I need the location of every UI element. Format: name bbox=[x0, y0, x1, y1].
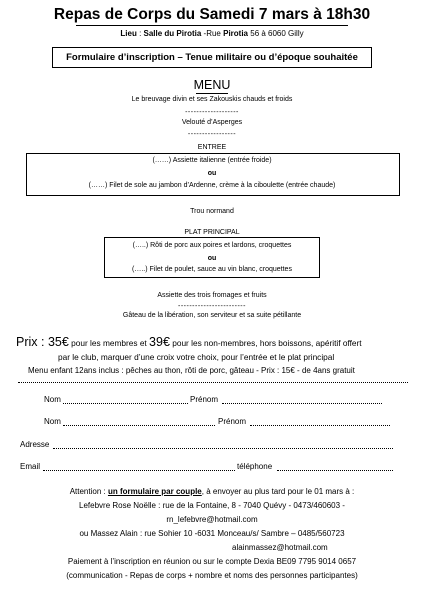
prenom-label-2: Prénom bbox=[218, 417, 247, 426]
main-course-heading: PLAT PRINCIPAL bbox=[184, 229, 240, 236]
dessert-text: Gâteau de la libération, son serviteur et sa suite pétillante bbox=[122, 312, 302, 319]
child-menu-text: Menu enfant 12ans inclus : pêches au thon, rôti de porc, gâteau - Prix : 15€ - de 4ans gratuit bbox=[28, 366, 355, 375]
divider-3: ------------------------ bbox=[178, 303, 246, 310]
nonmembers-price: 39€ bbox=[149, 335, 170, 349]
email-field[interactable] bbox=[43, 470, 235, 471]
price-label: Prix : bbox=[16, 335, 48, 349]
menu-heading-underline bbox=[196, 93, 228, 94]
divider-1: ------------------- bbox=[185, 109, 239, 116]
form-subtitle: Formulaire d’inscription – Tenue militaire ou d’époque souhaitée bbox=[66, 52, 358, 63]
main-option-pork[interactable]: (…..) Rôti de porc aux poires et lardons, croquettes bbox=[132, 242, 292, 249]
menu-heading: MENU bbox=[193, 78, 231, 92]
payment-info: Paiement à l’inscription en réunion ou sur le compte Dexia BE09 7795 9014 0657 bbox=[67, 557, 357, 566]
venue-address-rest: 56 à 6060 Gilly bbox=[248, 29, 304, 38]
prenom-label-1: Prénom bbox=[190, 395, 219, 404]
email-lefebvre[interactable]: rn_lefebvre@hotmail.com bbox=[166, 515, 258, 524]
telephone-field[interactable] bbox=[277, 470, 393, 471]
venue-street-name: Pirotia bbox=[223, 29, 249, 38]
price-line bbox=[16, 336, 362, 349]
page-title: Repas de Corps du Samedi 7 mars à 18h30 bbox=[53, 6, 371, 23]
one-form-per-couple: un formulaire par couple bbox=[107, 487, 202, 496]
venue-label: Lieu bbox=[120, 29, 137, 38]
email-massez[interactable]: alainmassez@hotmail.com bbox=[232, 543, 328, 552]
entree-or: ou bbox=[207, 170, 217, 177]
prenom-field-2[interactable] bbox=[250, 425, 390, 426]
nom-label-2: Nom bbox=[44, 417, 61, 426]
members-text: pour les membres et bbox=[68, 338, 150, 348]
nom-label-1: Nom bbox=[44, 395, 61, 404]
contact-lefebvre: Lefebvre Rose Noëlle : rue de la Fontaine, 8 - 7040 Quévy - 0473/460603 - bbox=[79, 501, 345, 510]
attention-line bbox=[0, 488, 424, 496]
send-deadline: , à envoyer au plus tard pour le 01 mars à : bbox=[201, 487, 355, 496]
nom-field-1[interactable] bbox=[63, 403, 188, 404]
attention-separator: : bbox=[101, 487, 108, 496]
divider-2: ----------------- bbox=[187, 131, 237, 138]
venue-street-prefix: -Rue bbox=[201, 29, 224, 38]
entree-heading: ENTREE bbox=[197, 144, 227, 151]
nonmembers-text: pour les non-membres, hors boissons, apéritif offert bbox=[169, 338, 362, 348]
cheese-text: Assiette des trois fromages et fruits bbox=[157, 292, 267, 299]
email-label: Email bbox=[20, 462, 41, 471]
price-instructions: par le club, marquer d’une croix votre choix, pour l’entrée et le plat principal bbox=[58, 352, 335, 362]
title-underline bbox=[76, 25, 348, 26]
prenom-field-1[interactable] bbox=[222, 403, 382, 404]
trou-normand-text: Trou normand bbox=[190, 208, 234, 215]
members-price: 35€ bbox=[47, 335, 69, 349]
entree-option-cold[interactable]: (……) Assiette italienne (entrée froide) bbox=[152, 157, 272, 164]
main-course-or: ou bbox=[207, 255, 217, 262]
aperitif-text: Le breuvage divin et ses Zakouskis chauds et froids bbox=[131, 96, 293, 103]
attention-label: Attention bbox=[69, 487, 102, 496]
contact-massez: ou Massez Alain : rue Sohier 10 -6031 Monceau/s/ Sambre – 0485/560723 bbox=[79, 529, 345, 538]
soup-text: Velouté d’Asperges bbox=[181, 119, 243, 126]
section-separator bbox=[18, 382, 408, 383]
venue-line bbox=[0, 30, 424, 38]
address-field[interactable] bbox=[53, 448, 393, 449]
venue-place: Salle du Pirotia bbox=[143, 29, 202, 38]
nom-field-2[interactable] bbox=[63, 425, 215, 426]
venue-separator: : bbox=[136, 29, 144, 38]
telephone-label: téléphone bbox=[237, 462, 273, 471]
main-option-chicken[interactable]: (…..) Filet de poulet, sauce au vin blanc, croquettes bbox=[132, 266, 292, 273]
address-label: Adresse bbox=[20, 440, 50, 449]
entree-option-hot[interactable]: (……) Filet de sole au jambon d’Ardenne, crème à la ciboulette (entrée chaude) bbox=[88, 182, 336, 189]
payment-communication: (communication - Repas de corps + nombre et noms des personnes participantes) bbox=[66, 571, 358, 580]
